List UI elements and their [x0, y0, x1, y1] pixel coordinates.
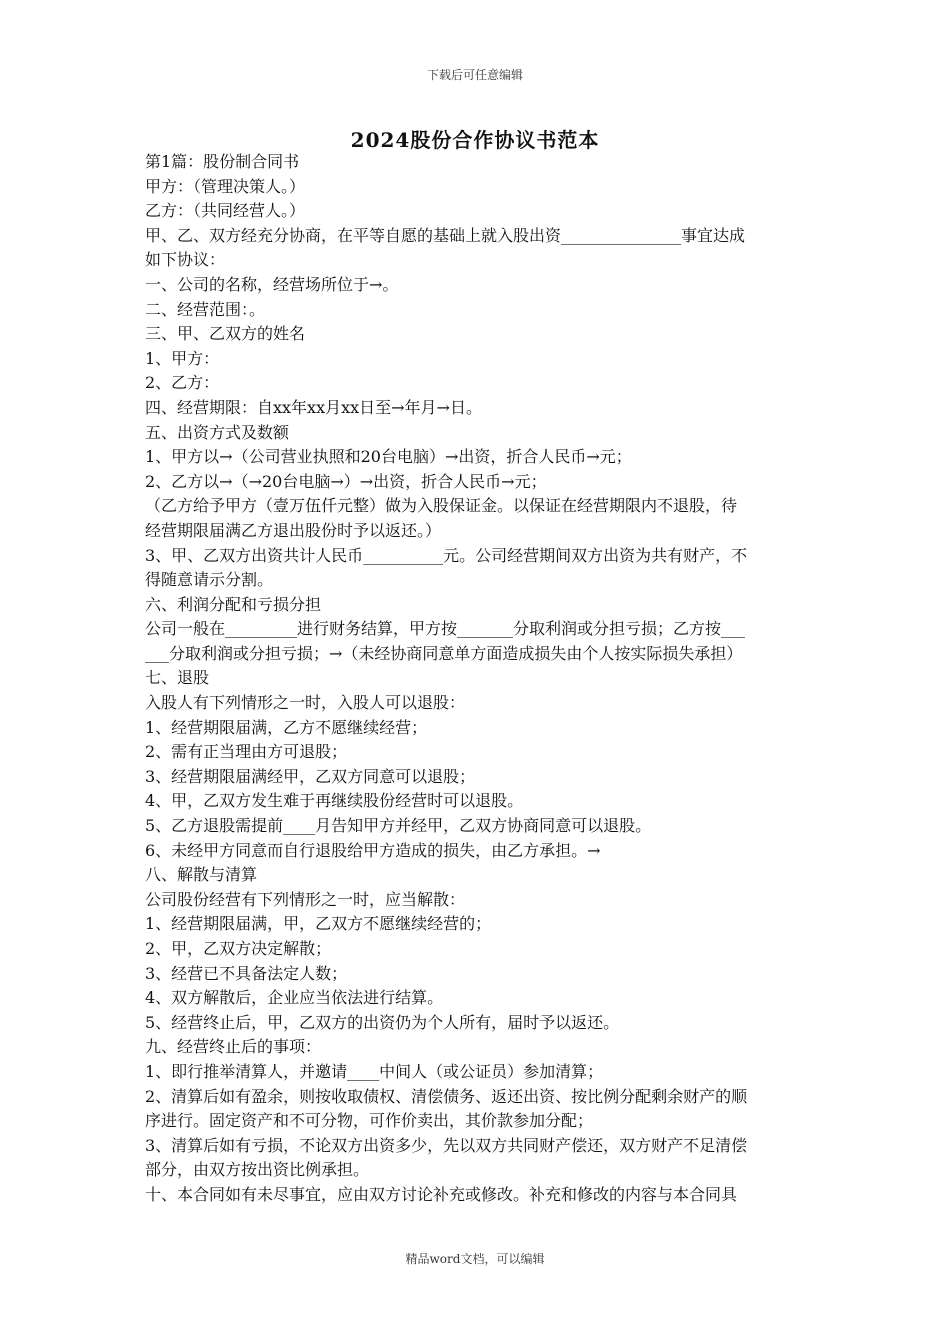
- paragraph-line: 九、经营终止后的事项：: [145, 1037, 322, 1057]
- paragraph-line: 2、清算后如有盈余，则按收取债权、清偿债务、返还出资、按比例分配剩余财产的顺: [145, 1086, 748, 1106]
- paragraph-line: 1、即行推举清算人，并邀请____中间人（或公证员）参加清算；: [145, 1061, 604, 1081]
- document-title: 2024股份合作协议书范本: [350, 128, 600, 152]
- paragraph-line: 如下协议：: [145, 250, 226, 270]
- paragraph-line: 5、经营终止后，甲，乙双方的出资仍为个人所有，届时予以返还。: [145, 1012, 620, 1032]
- paragraph-line: （乙方给予甲方（壹万伍仟元整）做为入股保证金。以保证在经营期限内不退股，待: [145, 496, 738, 516]
- paragraph-line: 3、清算后如有亏损，不论双方出资多少，先以双方共同财产偿还，双方财产不足清偿: [145, 1135, 748, 1155]
- paragraph-line: 五、出资方式及数额: [145, 422, 290, 442]
- paragraph-line: 4、双方解散后，企业应当依法进行结算。: [145, 988, 444, 1008]
- paragraph-line: 甲方：（管理决策人。）: [145, 176, 306, 196]
- paragraph-line: 部分，由双方按出资比例承担。: [145, 1160, 370, 1180]
- paragraph-line: 六、利润分配和亏损分担: [145, 594, 322, 614]
- paragraph-line: 3、经营期限届满经甲，乙双方同意可以退股；: [145, 766, 476, 786]
- paragraph-line: 1、甲方：: [145, 348, 220, 368]
- paragraph-line: 公司一般在_________进行财务结算，甲方按_______分取利润或分担亏损；乙方按___: [145, 619, 746, 639]
- paragraph-line: 十、本合同如有未尽事宜，应由双方讨论补充或修改。补充和修改的内容与本合同具: [145, 1184, 738, 1204]
- paragraph-line: 2、甲，乙双方决定解散；: [145, 939, 332, 958]
- paragraph-line: 七、退股: [145, 668, 210, 688]
- paragraph-line: 2、乙方以→（→20台电脑→）→出资，折合人民币→元；: [145, 471, 547, 491]
- paragraph-line: 一、公司的名称，经营场所位于→。: [145, 274, 399, 294]
- paragraph-line: 公司股份经营有下列情形之一时，应当解散：: [145, 889, 466, 909]
- paragraph-line: 1、经营期限届满，甲，乙双方不愿继续经营的；: [145, 914, 492, 934]
- paragraph-line: 1、经营期限届满，乙方不愿继续经营；: [145, 717, 428, 737]
- paragraph-line: 乙方：（共同经营人。）: [145, 201, 306, 221]
- paragraph-line: 八、解散与清算: [145, 865, 258, 885]
- paragraph-line: 三、甲、乙双方的姓名: [145, 324, 306, 344]
- paragraph-line: 2、需有正当理由方可退股；: [145, 742, 348, 762]
- paragraph-line: 经营期限届满乙方退出股份时予以返还。）: [145, 520, 442, 540]
- paragraph-line: ___分取利润或分担亏损；→（未经协商同意单方面造成损失由个人按实际损失承担）: [145, 643, 743, 663]
- paragraph-line: 6、未经甲方同意而自行退股给甲方造成的损失，由乙方承担。→: [145, 840, 601, 860]
- paragraph-line: 入股人有下列情形之一时，入股人可以退股：: [145, 693, 466, 713]
- paragraph-line: 四、经营期限：自xx年xx月xx日至→年月→日。: [145, 397, 482, 417]
- paragraph-line: 1、甲方以→（公司营业执照和20台电脑）→出资，折合人民币→元；: [145, 447, 632, 467]
- paragraph-line: 5、乙方退股需提前____月告知甲方并经甲，乙双方协商同意可以退股。: [145, 816, 652, 836]
- paragraph-line: 3、经营已不具备法定人数；: [145, 963, 348, 983]
- page-header: 下载后可任意编辑: [426, 68, 523, 82]
- document-body: [145, 150, 810, 1208]
- paragraph-line: 得随意请示分割。: [145, 570, 274, 590]
- paragraph-line: 第1篇：股份制合同书: [145, 152, 300, 171]
- paragraph-line: 4、甲，乙双方发生难于再继续股份经营时可以退股。: [145, 791, 524, 811]
- paragraph-line: 序进行。固定资产和不可分物，可作价卖出，其价款参加分配；: [145, 1111, 594, 1131]
- paragraph-line: 甲、乙、双方经充分协商，在平等自愿的基础上就入股出资_______________事宜达成: [145, 225, 746, 245]
- paragraph-line: 二、经营范围：。: [145, 299, 266, 319]
- paragraph-line: 3、甲、乙双方出资共计人民币__________元。公司经营期间双方出资为共有财产，不: [145, 545, 748, 565]
- page-footer: 精品word文档，可以编辑: [405, 1252, 545, 1266]
- paragraph-line: 2、乙方：: [145, 373, 220, 393]
